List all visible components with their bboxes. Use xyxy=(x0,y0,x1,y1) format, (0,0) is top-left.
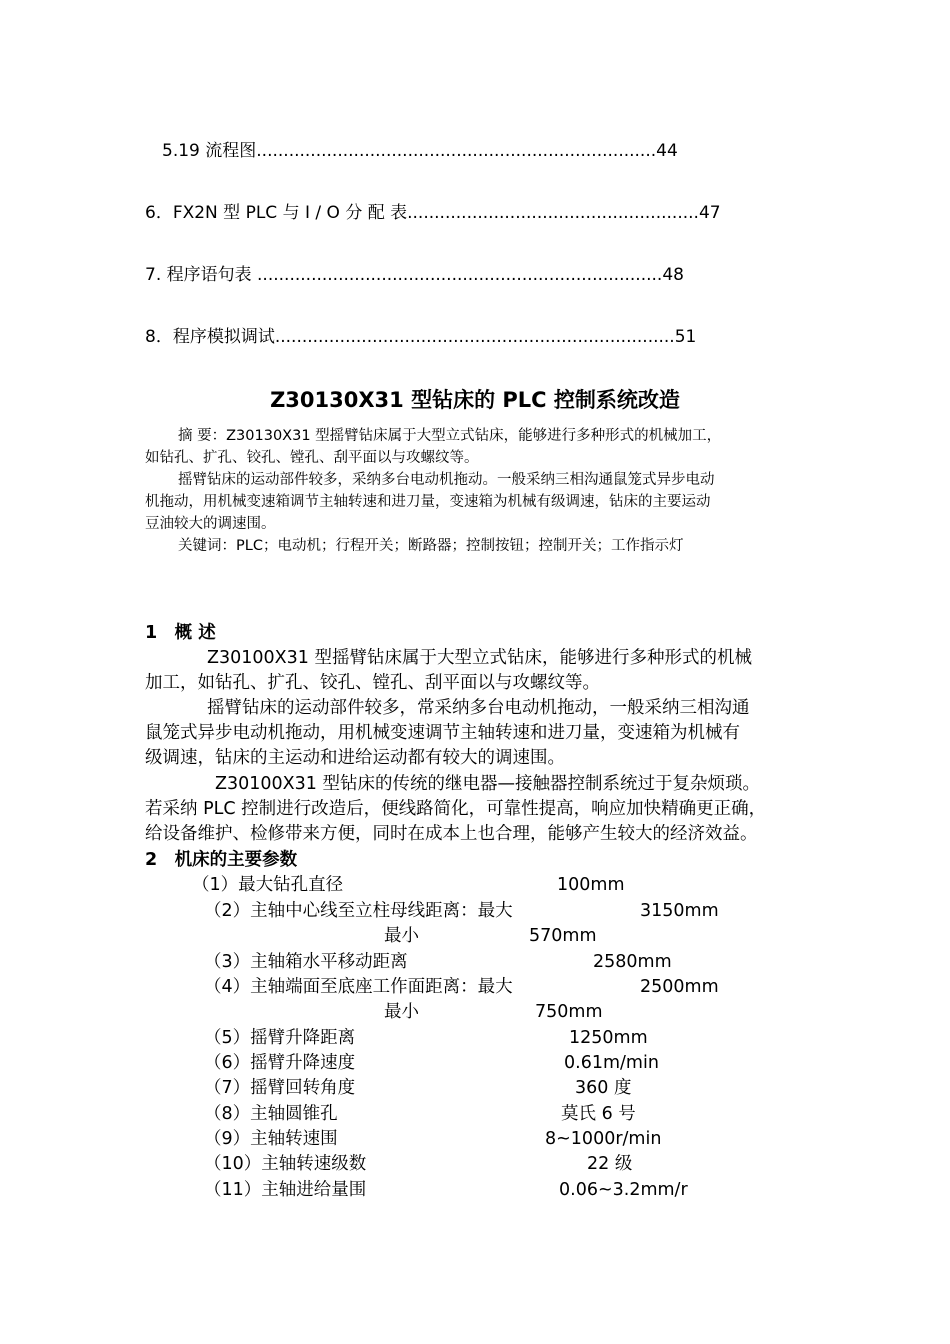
param-value: 莫氏 6 号 xyxy=(561,1104,636,1124)
param-label: 最小 xyxy=(384,1002,419,1022)
param-label: （7）摇臂回转角度 xyxy=(204,1078,356,1098)
section-2-heading: 2 机床的主要参数 xyxy=(145,850,298,870)
toc-leader-dots: .......................................................................... xyxy=(274,327,675,347)
toc-page-number: 44 xyxy=(656,141,678,161)
toc-entry-text: 6．FX2N 型 PLC 与 I / O 分 配 表 xyxy=(145,203,408,223)
paragraph-line: Z30100X31 型钻床的传统的继电器—接触器控制系统过于复杂烦琐。 xyxy=(215,774,760,794)
param-value: 570mm xyxy=(529,926,597,946)
keywords-line: 关键词：PLC；电动机；行程开关；断路器；控制按钮；控制开关；工作指示灯 xyxy=(178,538,684,554)
param-value: 1250mm xyxy=(569,1028,648,1048)
document-title: Z30130X31 型钻床的 PLC 控制系统改造 xyxy=(270,388,680,412)
toc-entry-text: 5.19 流程图 xyxy=(162,141,257,161)
toc-entry-8 xyxy=(145,327,696,347)
param-value: 100mm xyxy=(557,875,625,895)
paragraph-line: 加工，如钻孔、扩孔、铰孔、镗孔、刮平面以与攻螺纹等。 xyxy=(145,673,600,693)
toc-entry-5-19 xyxy=(162,141,678,161)
param-label: （5）摇臂升降距离 xyxy=(204,1028,356,1048)
param-label: 最小 xyxy=(384,926,419,946)
toc-leader-dots: ...................................................... xyxy=(407,203,699,223)
toc-entry-text: 7. 程序语句表 xyxy=(145,265,258,285)
param-label: （10）主轴转速级数 xyxy=(204,1154,367,1174)
param-value: 2500mm xyxy=(640,977,719,997)
param-label: （2）主轴中心线至立柱母线距离：最大 xyxy=(204,901,513,921)
abstract-line: 如钻孔、扩孔、铰孔、镗孔、刮平面以与攻螺纹等。 xyxy=(145,450,479,466)
abstract-line: 机拖动，用机械变速箱调节主轴转速和进刀量，变速箱为机械有级调速，钻床的主要运动 xyxy=(145,494,711,510)
param-value: 750mm xyxy=(535,1002,603,1022)
toc-leader-dots: .......................................................................... xyxy=(256,141,657,161)
param-label: （6）摇臂升降速度 xyxy=(204,1053,356,1073)
param-label: （3）主轴箱水平移动距离 xyxy=(204,952,408,972)
param-value: 3150mm xyxy=(640,901,719,921)
param-value: 360 度 xyxy=(575,1078,632,1098)
paragraph-line: Z30100X31 型摇臂钻床属于大型立式钻床，能够进行多种形式的机械 xyxy=(207,648,752,668)
abstract-line: 摇臂钻床的运动部件较多，采纳多台电动机拖动。一般采纳三相沟通鼠笼式异步电动 xyxy=(178,472,715,488)
paragraph-line: 级调速，钻床的主运动和进给运动都有较大的调速围。 xyxy=(145,748,565,768)
section-1-heading: 1 概 述 xyxy=(145,623,216,643)
paragraph-line: 鼠笼式异步电动机拖动，用机械变速调节主轴转速和进刀量，变速箱为机械有 xyxy=(145,723,740,743)
param-value: 0.06~3.2mm/r xyxy=(559,1180,688,1200)
paragraph-line: 摇臂钻床的运动部件较多，常采纳多台电动机拖动，一般采纳三相沟通 xyxy=(207,698,750,718)
param-label: （1）最大钻孔直径 xyxy=(192,875,344,895)
toc-leader-dots: ........................................................................... xyxy=(257,265,663,285)
abstract-line: 豆油较大的调速围。 xyxy=(145,516,276,532)
toc-page-number: 47 xyxy=(698,203,721,223)
param-value: 0.61m/min xyxy=(564,1053,659,1073)
param-label: （9）主轴转速围 xyxy=(204,1129,338,1149)
param-label: （11）主轴进给量围 xyxy=(204,1180,367,1200)
paragraph-line: 若采纳 PLC 控制进行改造后，便线路简化，可靠性提高，响应加快精确更正确， xyxy=(145,799,767,819)
toc-entry-7 xyxy=(145,265,684,285)
paragraph-line: 给设备维护、检修带来方便，同时在成本上也合理，能够产生较大的经济效益。 xyxy=(145,824,758,844)
abstract-line: 摘 要：Z30130X31 型摇臂钻床属于大型立式钻床，能够进行多种形式的机械加工， xyxy=(178,428,722,444)
param-value: 2580mm xyxy=(593,952,672,972)
param-label: （8）主轴圆锥孔 xyxy=(204,1104,338,1124)
toc-entry-6 xyxy=(145,203,721,223)
toc-page-number: 51 xyxy=(674,327,697,347)
toc-entry-text: 8．程序模拟调试 xyxy=(145,327,275,347)
param-value: 22 级 xyxy=(587,1154,633,1174)
toc-page-number: 48 xyxy=(662,265,684,285)
param-label: （4）主轴端面至底座工作面距离：最大 xyxy=(204,977,513,997)
param-value: 8~1000r/min xyxy=(545,1129,662,1149)
